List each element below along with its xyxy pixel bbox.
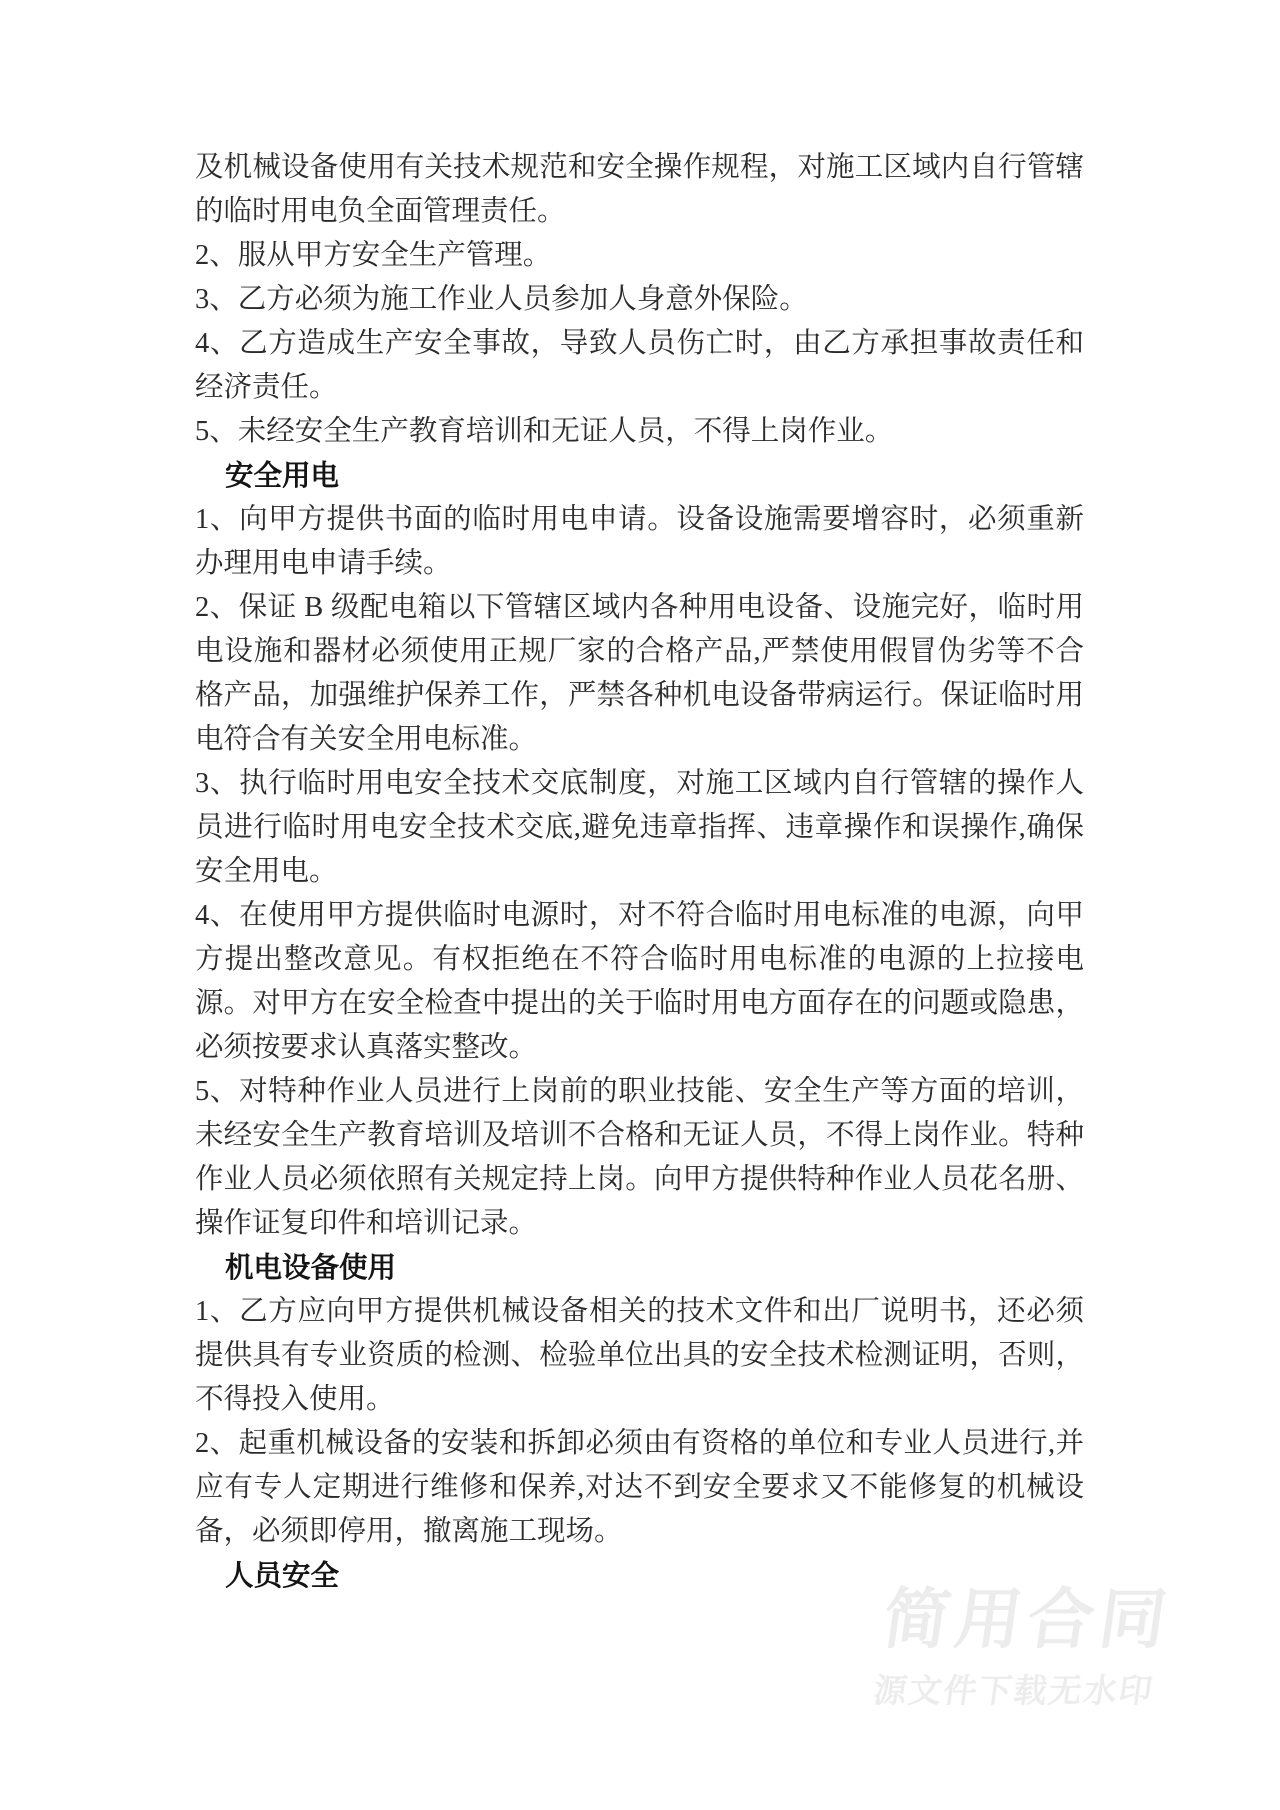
watermark-subtitle: 源文件下载无水印 (871, 1672, 1157, 1709)
electricity-clause-2-qualified-equipment: 2、保证 B 级配电箱以下管辖区域内各种用电设备、设施完好，临时用电设施和器材必须使用正规厂家的合格产品,严禁使用假冒伪劣等不合格产品，加强维护保养工作，严禁各种机电设备带病运行。保证临时用电符合有关安全用电标准。 (195, 592, 1084, 755)
watermark (871, 1582, 1208, 1709)
clause-4-accident-liability: 4、乙方造成生产安全事故，导致人员伤亡时，由乙方承担事故责任和经济责任。 (195, 328, 1084, 403)
heading-safe-electricity-use: 安全用电 (225, 460, 340, 492)
electricity-clause-5-special-workers-training: 5、对特种作业人员进行上岗前的职业技能、安全生产等方面的培训，未经安全生产教育培训及培训不合格和无证人员，不得上岗作业。特种作业人员必须依照有关规定持上岗。向甲方提供特种作业人员花名册、操作证复印件和培训记录。 (195, 1076, 1084, 1239)
clause-3-accident-insurance: 3、乙方必须为施工作业人员参加人身意外保险。 (195, 284, 808, 315)
clause-5-no-untrained-workers: 5、未经安全生产教育培训和无证人员，不得上岗作业。 (195, 416, 894, 447)
equipment-clause-2-lifting-equipment: 2、起重机械设备的安装和拆卸必须由有资格的单位和专业人员进行,并应有专人定期进行维修和保养,对达不到安全要求又不能修复的机械设备，必须即停用，撤离施工现场。 (195, 1428, 1084, 1547)
electricity-clause-4-power-source-rectification: 4、在使用甲方提供临时电源时，对不符合临时用电标准的电源，向甲方提出整改意见。有权拒绝在不符合临时用电标准的电源的上拉接电源。对甲方在安全检查中提出的关于临时用电方面存在的问题或隐患，必须按要求认真落实整改。 (195, 900, 1084, 1063)
document-body (195, 146, 1084, 1598)
equipment-clause-1-technical-documents: 1、乙方应向甲方提供机械设备相关的技术文件和出厂说明书，还必须提供具有专业资质的检测、检验单位出具的安全技术检测证明，否则，不得投入使用。 (195, 1296, 1084, 1415)
paragraph-continued-from-previous-page: 及机械设备使用有关技术规范和安全操作规程，对施工区域内自行管辖的临时用电负全面管理责任。 (195, 152, 1084, 227)
clause-2-obey-safety-management: 2、服从甲方安全生产管理。 (195, 240, 552, 271)
electricity-clause-1-written-application: 1、向甲方提供书面的临时用电申请。设备设施需要增容时，必须重新办理用电申请手续。 (195, 504, 1084, 579)
electricity-clause-3-technical-briefing: 3、执行临时用电安全技术交底制度，对施工区域内自行管辖的操作人员进行临时用电安全技术交底,避免违章指挥、违章操作和误操作,确保安全用电。 (195, 768, 1084, 887)
watermark-title: 简用合同 (878, 1582, 1178, 1656)
heading-mechanical-equipment-use: 机电设备使用 (225, 1252, 397, 1284)
heading-personnel-safety: 人员安全 (225, 1560, 340, 1592)
